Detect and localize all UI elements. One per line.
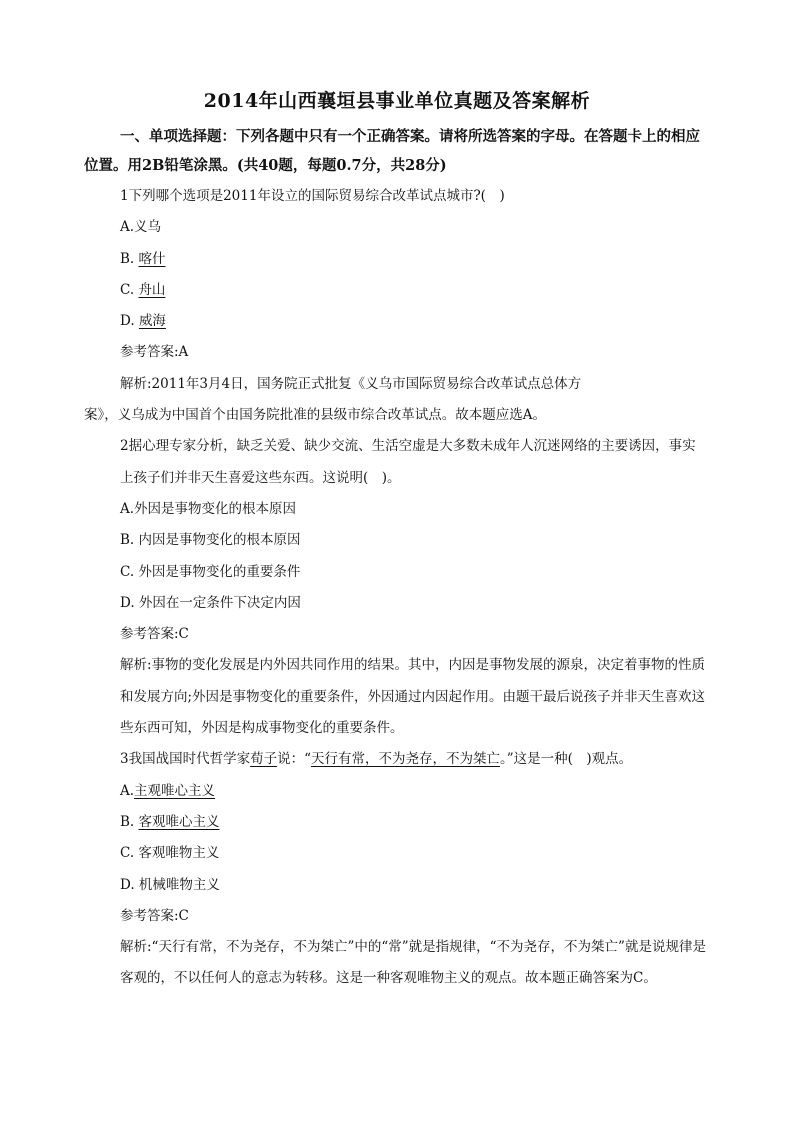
option-prefix: B. — [120, 250, 135, 267]
question-3-stem — [84, 744, 706, 775]
question-3-option-a — [84, 776, 706, 807]
question-3-answer: 参考答案:C — [120, 907, 189, 924]
question-2-option-c: C. 外因是事物变化的重要条件 — [120, 563, 301, 580]
option-text: 义乌 — [134, 219, 162, 236]
question-1-option-a — [84, 212, 706, 243]
section-heading — [84, 122, 706, 180]
option-prefix: C. — [120, 281, 135, 298]
document-title: 2014年山西襄垣县事业单位真题及答案解析 — [203, 90, 591, 112]
question-2-answer: 参考答案:C — [120, 626, 189, 643]
question-1-analysis-line-2: 案》，义乌成为中国首个由国务院批准的县级市综合改革试点。故本题应选A。 — [84, 407, 546, 424]
option-text: 威海 — [138, 313, 166, 330]
option-text: 主观唯心主义 — [134, 782, 216, 799]
section-heading-text: 一、单项选择题：下列各题中只有一个正确答案。请将所选答案的字母。在答题卡上的相应位置。用2B铅笔涂黑。(共40题，每题0.7分，共28分) — [84, 128, 700, 174]
question-3-option-d: D. 机械唯物主义 — [120, 876, 220, 893]
question-1-answer: 参考答案:A — [120, 344, 189, 361]
document-body — [84, 181, 706, 995]
question-2-option-a: A.外因是事物变化的根本原因 — [120, 500, 297, 517]
question-3-analysis: 解析:“天行有常，不为尧存，不为桀亡”中的“常”就是指规律，“不为尧存，不为桀亡”就是说规律是客观的，不以任何人的意志为转移。这是一种客观唯物主义的观点。故本题正确答案为C。 — [120, 939, 706, 987]
option-text: 客观唯心主义 — [138, 813, 220, 830]
option-text: 舟山 — [138, 281, 166, 298]
question-1-analysis-line-1: 解析:2011年3月4日，国务院正式批复《义乌市国际贸易综合改革试点总体方 — [120, 375, 582, 392]
stem-text: 。”这是一种( )观点。 — [500, 751, 633, 768]
option-prefix: D. — [120, 313, 135, 330]
question-1-option-c — [84, 275, 706, 306]
option-prefix: B. — [120, 813, 135, 830]
question-2-option-b: B. 内因是事物变化的根本原因 — [120, 532, 301, 549]
option-prefix: A. — [120, 219, 135, 236]
option-prefix: A. — [120, 782, 135, 799]
question-3-option-b — [84, 807, 706, 838]
question-2-stem: 2据心理专家分析，缺乏关爱、缺少交流、生活空虚是大多数未成年人沉迷网络的主要诱因，事实上孩子们并非天生喜爱这些东西。这说明( )。 — [120, 438, 696, 486]
stem-quote: 天行有常，不为尧存，不为桀亡 — [311, 751, 500, 768]
question-1-option-b — [84, 244, 706, 275]
question-2-option-d: D. 外因在一定条件下决定内因 — [120, 594, 301, 611]
question-1-stem: 1下列哪个选项是2011年设立的国际贸易综合改革试点城市?( ) — [120, 188, 505, 204]
question-3-option-c: C. 客观唯物主义 — [120, 845, 220, 862]
question-2-analysis: 解析:事物的变化发展是内外因共同作用的结果。其中，内因是事物发展的源泉，决定着事物的性质和发展方向;外因是事物变化的重要条件，外因通过内因起作用。由题干最后说孩子并非天生喜欢这些东西可知，外因是构成事物变化的重要条件。 — [120, 657, 706, 737]
stem-text: 3我国战国时代哲学家 — [120, 751, 251, 768]
stem-person: 荀子 — [250, 751, 278, 768]
option-text: 喀什 — [138, 250, 166, 267]
question-1-option-d — [84, 306, 706, 337]
stem-text: 说：“ — [277, 751, 311, 768]
